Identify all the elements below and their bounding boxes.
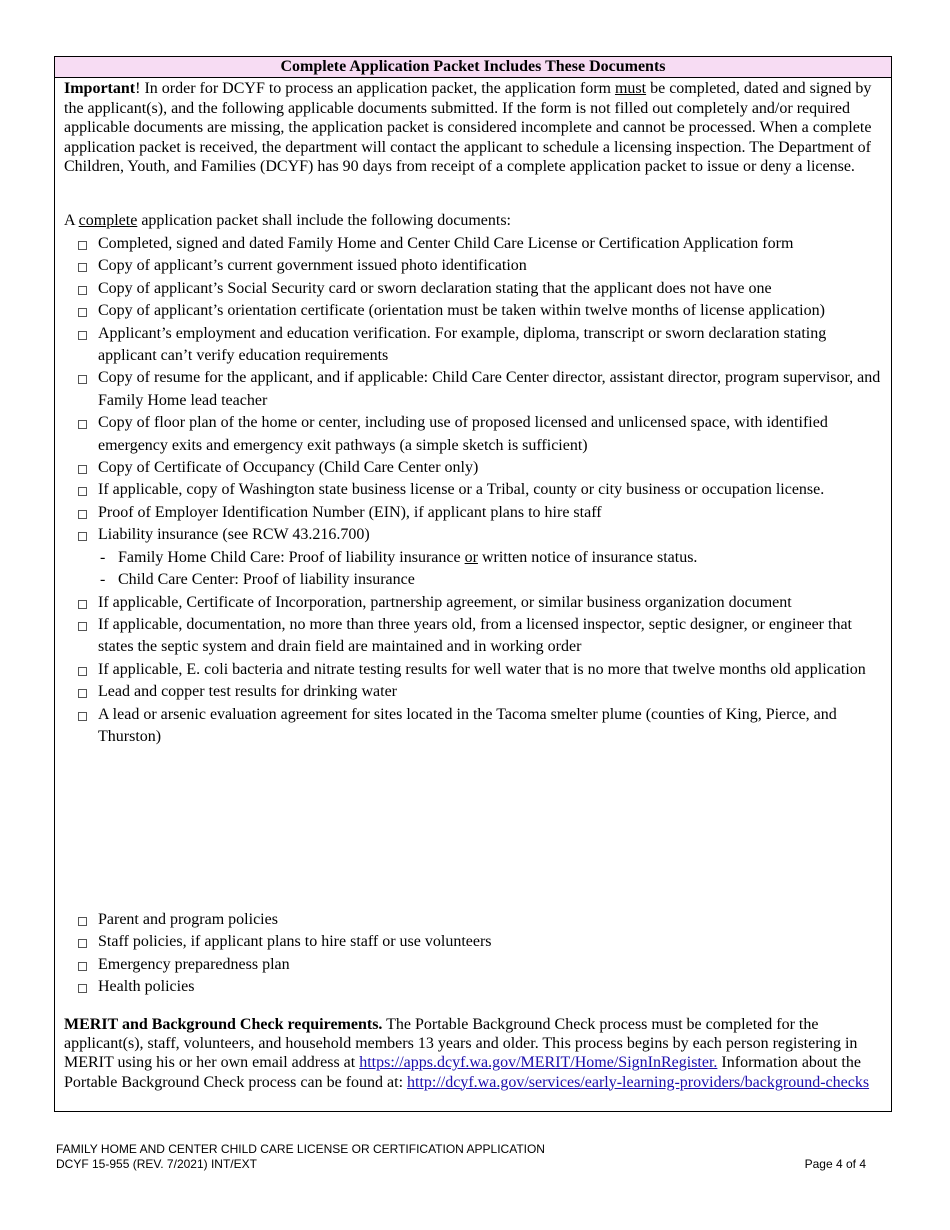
must-word: must (614, 80, 647, 97)
checkbox[interactable] (78, 962, 87, 971)
list-item-label: Parent and program policies (98, 911, 278, 928)
checkbox[interactable] (78, 331, 87, 340)
list-item (78, 976, 888, 998)
intro-paragraph (64, 79, 882, 177)
checkbox[interactable] (78, 600, 87, 609)
checkbox[interactable] (78, 984, 87, 993)
dash-bullet: - (100, 571, 106, 589)
list-item (78, 412, 888, 457)
list-item-label: Copy of floor plan of the home or center, including use of proposed licensed and unlicensed space, with identified emergency exits and emergency exit pathways (a simple sketch is sufficient) (98, 414, 828, 454)
checkbox[interactable] (78, 375, 87, 384)
list-item (78, 909, 888, 931)
checkbox[interactable] (78, 286, 87, 295)
list-item-label: A lead or arsenic evaluation agreement for sites located in the Tacoma smelter plume (counties of King, Pierce, and Thurston) (98, 705, 837, 745)
list-item (78, 614, 888, 659)
list-item-label: Completed, signed and dated Family Home and Center Child Care License or Certification Application form (98, 235, 794, 252)
complete-packet-line (64, 211, 511, 230)
important-label: Important (64, 80, 136, 97)
checkbox[interactable] (78, 241, 87, 250)
lead-pre: A (64, 212, 79, 229)
list-item (78, 681, 888, 703)
merit-text-2: Information about the Portable Background Check process can be found at: (64, 1054, 861, 1091)
list-item-label: Health policies (98, 978, 195, 996)
checkbox[interactable] (78, 420, 87, 429)
list-item (78, 367, 888, 412)
intro-text: ! In order for DCYF to process an application packet, the application form (135, 80, 615, 97)
checkbox[interactable] (78, 622, 87, 631)
list-item (78, 524, 888, 546)
list-item (78, 278, 888, 300)
list-item-label: Liability insurance (see RCW 43.216.700) (98, 526, 370, 544)
sub-item-text-end: written notice of insurance status. (477, 548, 698, 566)
merit-paragraph (64, 1015, 884, 1092)
list-item-label: Emergency preparedness plan (98, 955, 290, 973)
list-item (78, 479, 888, 501)
list-item (78, 457, 888, 479)
checkbox[interactable] (78, 263, 87, 272)
list-item (78, 931, 888, 953)
merit-heading: MERIT and Background Check requirements. (64, 1016, 383, 1033)
sub-item-text: Child Care Center: Proof of liability insurance (118, 571, 415, 589)
checkbox[interactable] (78, 465, 87, 474)
list-item (78, 323, 888, 368)
page-number: Page 4 of 4 (804, 1157, 866, 1171)
list-item (78, 954, 888, 976)
list-item (78, 300, 888, 322)
list-item-label: If applicable, E. coli bacteria and nitrate testing results for well water that is no more that twelve months old application (98, 660, 866, 678)
checkbox[interactable] (78, 532, 87, 541)
list-item-label: Staff policies, if applicant plans to hire staff or use volunteers (98, 933, 492, 951)
list-item-label: Lead and copper test results for drinking water (98, 683, 398, 701)
checkbox[interactable] (78, 917, 87, 926)
list-item (78, 502, 888, 524)
sub-item-family-home (78, 547, 888, 569)
checkbox[interactable] (78, 689, 87, 698)
sub-item-text: Family Home Child Care: Proof of liability insurance (118, 548, 465, 566)
merit-text: The Portable Background Check process must be completed for the applicant(s), staff, volunteers, and household members 13 years and older. This process begins by each person registering in MERIT using his or her own email address at (64, 1016, 858, 1072)
list-item-label: Proof of Employer Identification Number (EIN), if applicant plans to hire staff (98, 503, 602, 521)
list-item-label: Copy of applicant’s Social Security card or sworn declaration stating that the applicant does not have one (98, 279, 772, 297)
list-item-label: If applicable, Certificate of Incorporation, partnership agreement, or similar business organization document (98, 593, 792, 611)
list-item (78, 233, 888, 255)
or-word: or (464, 548, 478, 566)
intro-text-2: be completed, dated and signed by the applicant(s), and the following applicable documents submitted. If the form is not filled out completely and/or required applicable documents are missing, the application packet is considered incomplete and cannot be processed. When a complete application packet is received, the department will contact the applicant to schedule a licensing inspection. The Department of Children, Youth, and Families (DCYF) has 90 days from receipt of a complete application packet to issue or deny a license. (64, 80, 872, 176)
checkbox[interactable] (78, 667, 87, 676)
checkbox[interactable] (78, 487, 87, 496)
checkbox[interactable] (78, 308, 87, 317)
box-title: Complete Application Packet Includes These Documents (55, 57, 891, 78)
list-item-label: Copy of applicant’s orientation certificate (orientation must be taken within twelve months of license application) (98, 302, 825, 320)
document-checklist (78, 233, 888, 748)
list-item-label: Applicant’s employment and education verification. For example, diploma, transcript or sworn declaration stating applicant can’t verify education requirements (98, 324, 827, 365)
page-footer (56, 1142, 868, 1172)
checkbox[interactable] (78, 712, 87, 721)
checkbox[interactable] (78, 510, 87, 519)
form-title: FAMILY HOME AND CENTER CHILD CARE LICENSE OR CERTIFICATION APPLICATION (56, 1142, 545, 1156)
list-item (78, 592, 888, 614)
list-item-label: Copy of Certificate of Occupancy (Child Care Center only) (98, 459, 479, 477)
application-packet-box (54, 56, 892, 1112)
list-item-label: If applicable, documentation, no more than three years old, from a licensed inspector, septic designer, or engineer that states the septic system and drain field are maintained and in working order (98, 615, 852, 656)
checkbox[interactable] (78, 939, 87, 948)
list-item-label: Copy of resume for the applicant, and if applicable: Child Care Center director, assistant director, program supervisor, and Family Home lead teacher (98, 369, 881, 409)
list-item (78, 659, 888, 681)
merit-register-link[interactable]: https://apps.dcyf.wa.gov/MERIT/Home/SignInRegister. (359, 1054, 718, 1072)
list-item (78, 704, 888, 749)
sub-item-child-care-center (78, 569, 888, 591)
background-checks-link[interactable]: http://dcyf.wa.gov/services/early-learning-providers/background-checks (407, 1073, 870, 1091)
complete-word: complete (78, 212, 138, 229)
list-item-label: If applicable, copy of Washington state business license or a Tribal, county or city business or occupation license. (98, 481, 825, 499)
lead-post: application packet shall include the following documents: (137, 212, 511, 229)
policy-checklist (78, 909, 888, 999)
list-item-label: Copy of applicant’s current government issued photo identification (98, 257, 527, 275)
form-number: DCYF 15-955 (REV. 7/2021) INT/EXT (56, 1157, 257, 1171)
list-item (78, 255, 888, 277)
dash-bullet: - (100, 548, 106, 566)
